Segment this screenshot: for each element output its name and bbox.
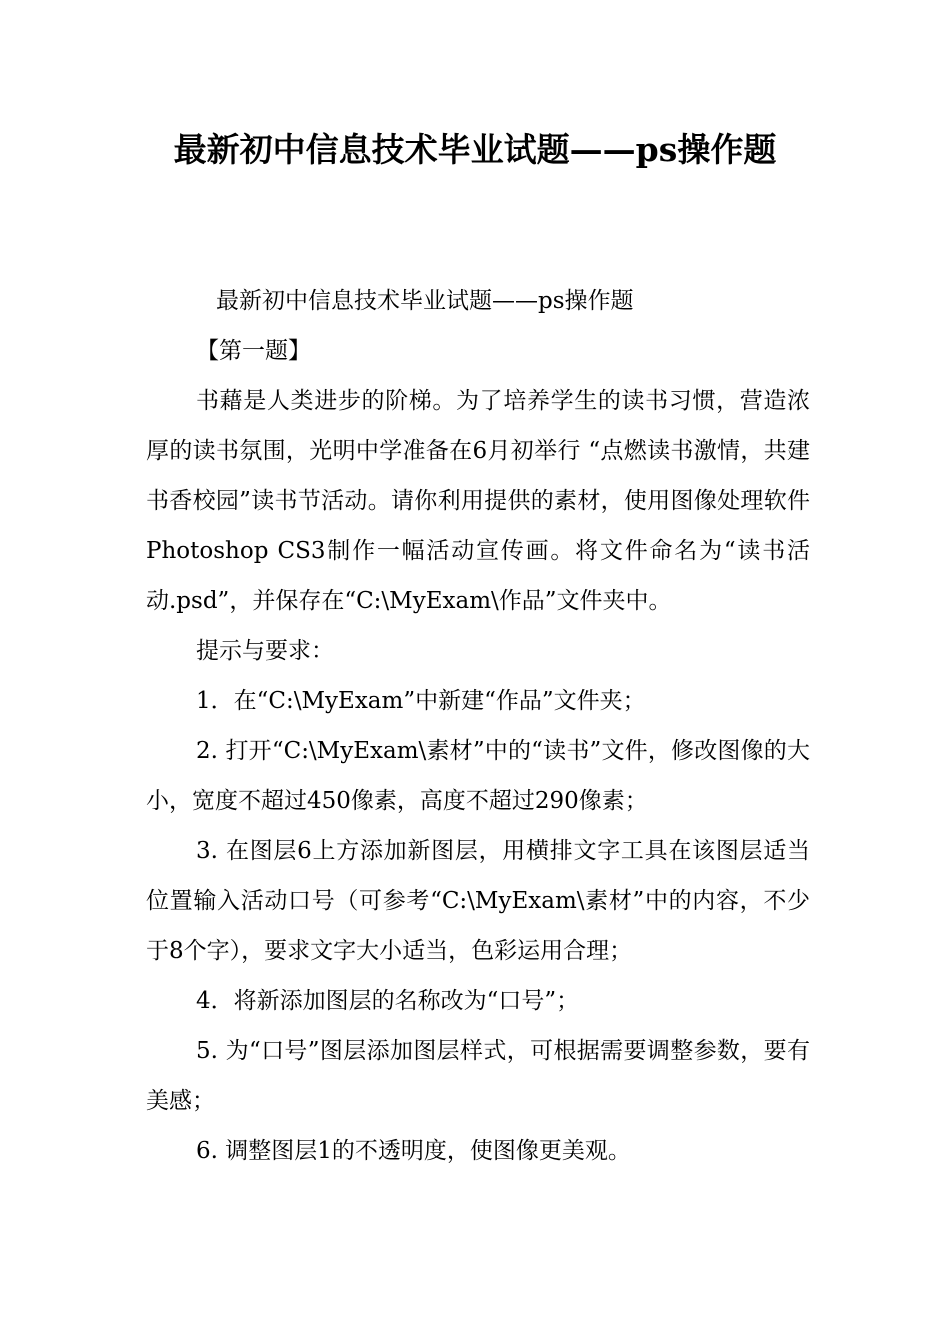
intro-paragraph: 书藉是人类进步的阶梯。为了培养学生的读书习惯，营造浓厚的读书氛围，光明中学准备在6月初举行 “点燃读书激情，共建书香校园”读书节活动。请你利用提供的素材，使用图像处理软件Photoshop CS3制作一幅活动宣传画。将文件命名为“读书活动.psd”，并保存在“C:\MyExam\作品”文件夹中。 (146, 388, 810, 614)
section-heading: 【第一题】 (196, 338, 311, 364)
requirement-item-5: 5. 为“口号”图层添加图层样式，可根据需要调整参数，要有美感； (146, 1038, 810, 1114)
requirement-item-3: 3. 在图层6上方添加新图层，用横排文字工具在该图层适当位置输入活动口号（可参考“C:\MyExam\素材”中的内容，不少于8个字），要求文字大小适当，色彩运用合理； (146, 838, 810, 964)
document-subtitle: 最新初中信息技术毕业试题——ps操作题 (216, 288, 634, 314)
hints-heading: 提示与要求： (196, 638, 334, 664)
requirement-item-6: 6. 调整图层1的不透明度，使图像更美观。 (196, 1138, 631, 1164)
requirement-item-4: 4．将新添加图层的名称改为“口号”； (196, 988, 580, 1014)
requirement-item-1: 1．在“C:\MyExam”中新建“作品”文件夹； (196, 688, 646, 714)
requirement-item-2: 2. 打开“C:\MyExam\素材”中的“读书”文件，修改图像的大小，宽度不超过450像素，高度不超过290像素； (146, 738, 810, 814)
document-title: 最新初中信息技术毕业试题——ps操作题 (173, 130, 777, 169)
document-body (146, 276, 810, 1176)
